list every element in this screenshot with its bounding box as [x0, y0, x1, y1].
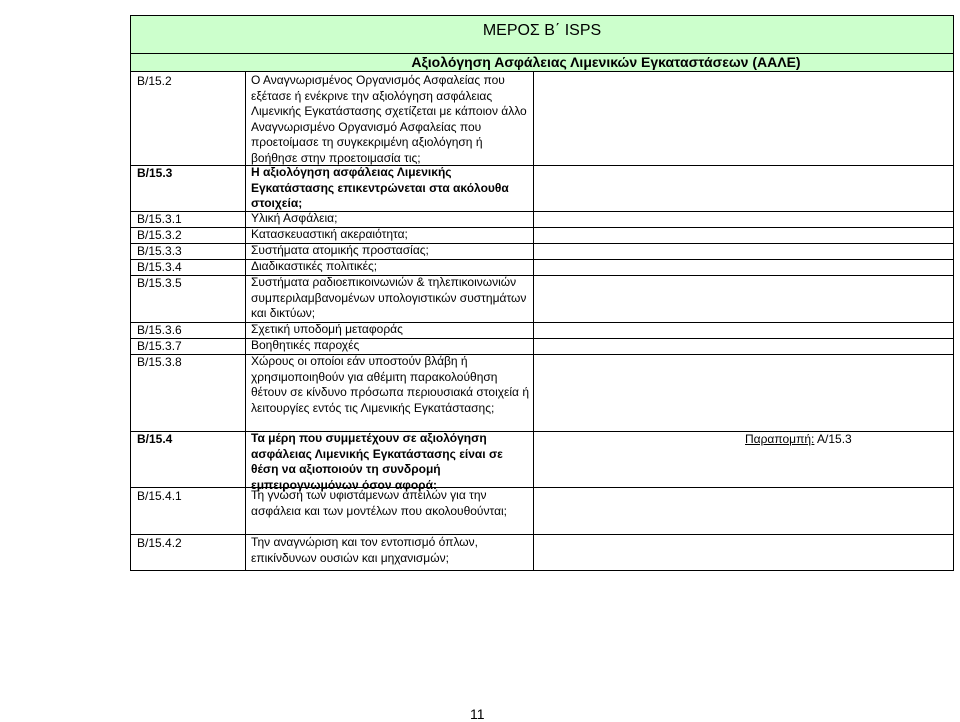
- row-text: Ο Αναγνωρισμένος Οργανισμός Ασφαλείας που εξέτασε ή ενέκρινε την αξιολόγηση ασφάλειας Λιμενικής Εγκατάστασης σχετίζεται με κάποιον άλλο Αναγνωρισμένο Οργανισμό Ασφαλείας που προετοίμασε τη συγκεκριμένη αξιολόγηση ή βοήθησε στην προετοιμασία τις;: [251, 73, 527, 165]
- row-text: Την αναγνώριση και τον εντοπισμό όπλων, επικίνδυνων ουσιών και μηχανισμών;: [251, 535, 478, 565]
- row-code: Β/15.4.2: [137, 536, 182, 550]
- row-code: Β/15.3.4: [137, 260, 182, 274]
- row-code: Β/15.3.2: [137, 228, 182, 242]
- row-text: Συστήματα ατομικής προστασίας;: [251, 243, 429, 257]
- reference-value: Α/15.3: [814, 432, 852, 446]
- row-text: Κατασκευαστική ακεραιότητα;: [251, 227, 408, 241]
- row-code: Β/15.2: [137, 74, 172, 88]
- row-text: Συστήματα ραδιοεπικοινωνιών & τηλεπικοινωνιών συμπεριλαμβανομένων υπολογιστικών συστημάτων και δικτύων;: [251, 275, 527, 320]
- subsection-header: [130, 54, 954, 72]
- row-text: Χώρους οι οποίοι εάν υποστούν βλάβη ή χρησιμοποιηθούν για αθέμιτη παρακολούθηση θέτουν σε κίνδυνο πρόσωπα περιουσιακά στοιχεία ή λειτουργίες εντός τις Λιμενικής Εγκατάστασης;: [251, 354, 530, 415]
- section-header: [130, 15, 954, 54]
- row-text: Η αξιολόγηση ασφάλειας Λιμενικής Εγκατάστασης επικεντρώνεται στα ακόλουθα στοιχεία;: [251, 165, 509, 210]
- row-text: Σχετική υποδομή μεταφοράς: [251, 322, 403, 336]
- reference-label: Παραπομπή:: [745, 432, 815, 446]
- section-title: ΜΕΡΟΣ Β΄ ISPS: [482, 22, 602, 39]
- row-text: Τη γνώση των υφιστάμενων απειλών για την ασφάλεια και των μοντέλων που ακολουθούνται;: [251, 488, 508, 518]
- row-code: Β/15.3: [137, 166, 173, 180]
- row-code: Β/15.3.6: [137, 323, 182, 337]
- row-code: Β/15.3.3: [137, 244, 182, 258]
- reference-note: [745, 432, 852, 446]
- row-code: Β/15.4: [137, 432, 173, 446]
- row-text: Τα μέρη που συμμετέχουν σε αξιολόγηση ασφάλειας Λιμενικής Εγκατάστασης είναι σε θέση να αξιοποιούν τη συνδρομή εμπειρογνωμόνων όσον αφορά:: [251, 431, 503, 492]
- row-code: Β/15.3.1: [137, 212, 182, 226]
- row-code: Β/15.3.7: [137, 339, 182, 353]
- row-code: Β/15.4.1: [137, 489, 182, 503]
- row-text: Υλική Ασφάλεια;: [251, 211, 338, 225]
- page-number: 11: [470, 706, 485, 722]
- subsection-title: Αξιολόγηση Ασφάλειας Λιμενικών Εγκαταστάσεων (ΑΑΛΕ): [411, 54, 801, 70]
- row-code: Β/15.3.5: [137, 276, 182, 290]
- row-text: Βοηθητικές παροχές: [251, 338, 360, 352]
- row-text: Διαδικαστικές πολιτικές;: [251, 259, 378, 273]
- row-code: Β/15.3.8: [137, 355, 182, 369]
